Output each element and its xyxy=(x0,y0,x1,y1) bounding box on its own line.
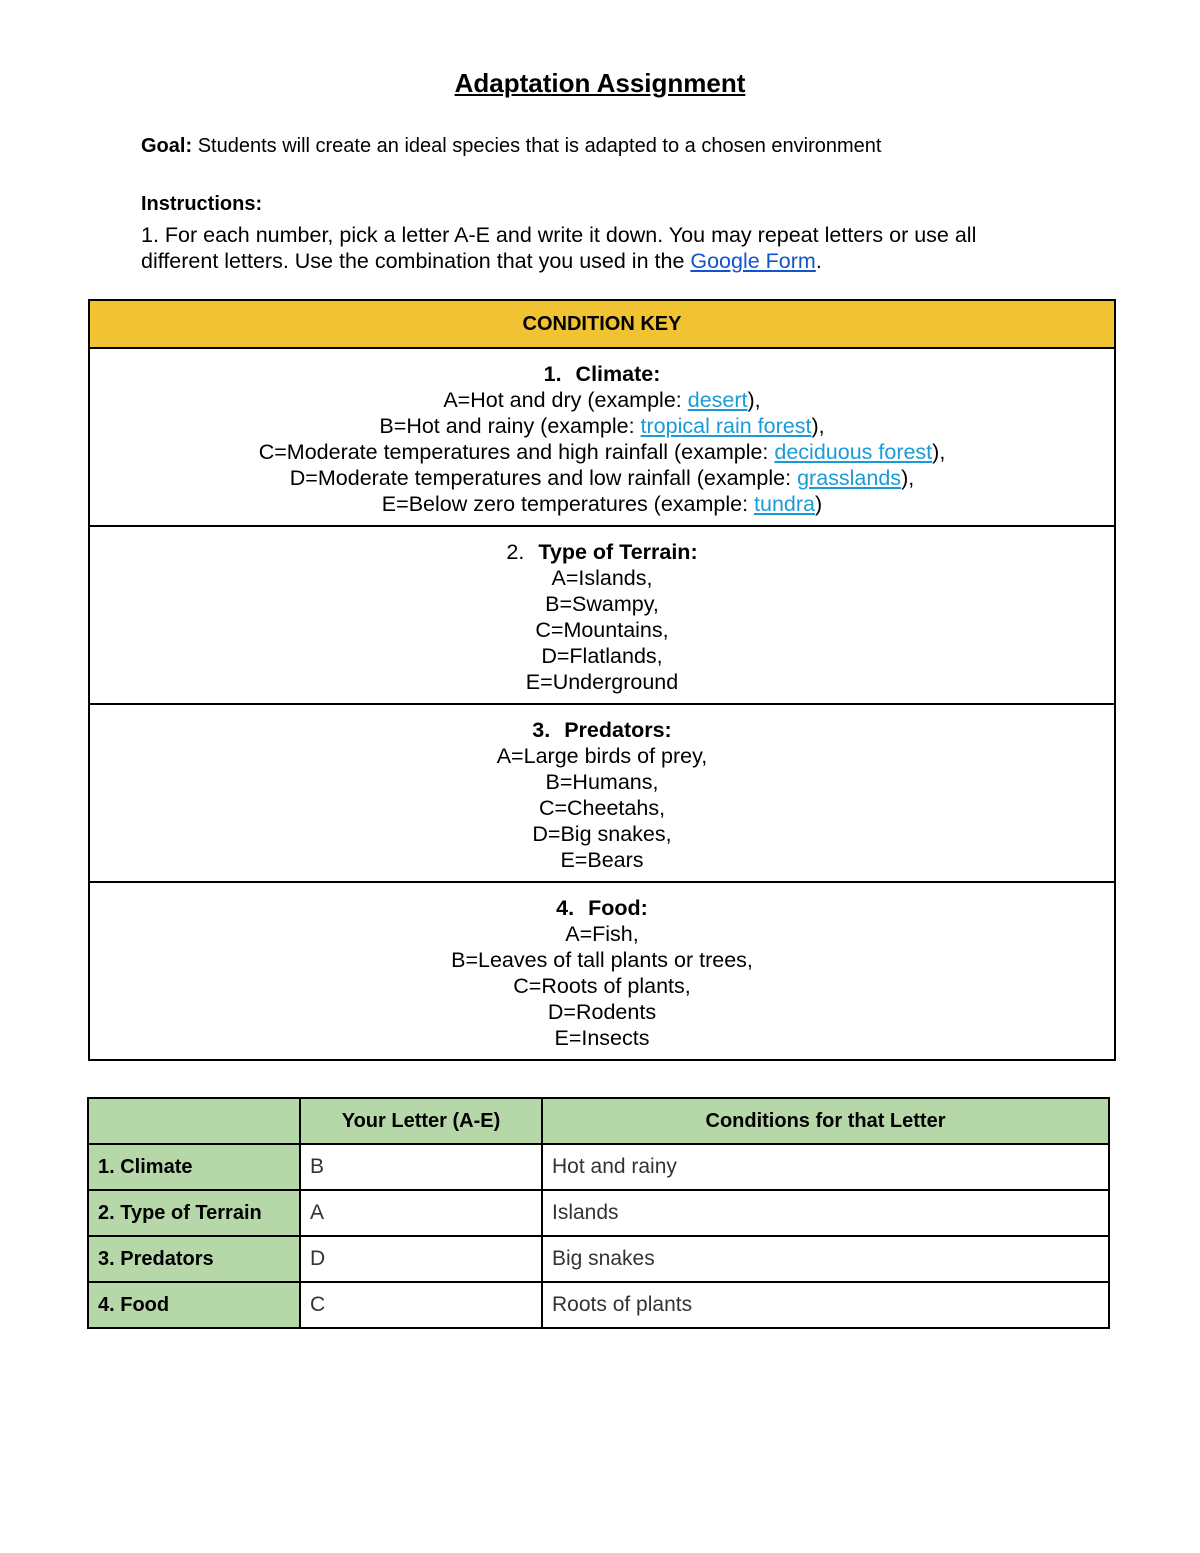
instructions-heading: Instructions: xyxy=(141,193,263,215)
terrain-option: A=Islands, xyxy=(551,566,653,590)
answer-table xyxy=(87,1097,1110,1329)
predator-option: D=Big snakes, xyxy=(532,822,672,846)
terrain-option: B=Swampy, xyxy=(545,592,659,616)
header-cell-letter: Your Letter (A-E) xyxy=(300,1098,542,1144)
option-text: ), xyxy=(932,440,946,464)
food-option: D=Rodents xyxy=(547,1000,657,1024)
option-text: ), xyxy=(747,388,761,412)
option-text: B=Hot and rainy (example: xyxy=(379,414,641,438)
instructions-text-after: . xyxy=(815,249,822,273)
condition-cell[interactable]: Big snakes xyxy=(542,1236,1109,1282)
option-text: ), xyxy=(811,414,825,438)
climate-option xyxy=(90,439,1114,465)
food-option: C=Roots of plants, xyxy=(513,974,691,998)
condition-cell[interactable]: Hot and rainy xyxy=(542,1144,1109,1190)
climate-option xyxy=(90,491,1114,517)
climate-option xyxy=(90,465,1114,491)
predator-option: E=Bears xyxy=(560,848,644,872)
terrain-option: E=Underground xyxy=(525,670,679,694)
food-section xyxy=(89,882,1115,1060)
tropical-rain-forest-link[interactable]: tropical rain forest xyxy=(640,414,812,438)
predators-section xyxy=(89,704,1115,882)
predator-option: A=Large birds of prey, xyxy=(496,744,708,768)
answer-table-header-row xyxy=(88,1098,1109,1144)
goal-line xyxy=(141,135,881,158)
desert-link[interactable]: desert xyxy=(687,388,748,412)
option-text: ) xyxy=(815,492,823,516)
condition-key-header: CONDITION KEY xyxy=(89,300,1115,348)
climate-option xyxy=(90,387,1114,413)
section-number: 3. xyxy=(532,718,551,742)
table-row xyxy=(88,1236,1109,1282)
page-title: Adaptation Assignment xyxy=(454,68,746,98)
climate-section xyxy=(89,348,1115,526)
terrain-option: D=Flatlands, xyxy=(541,644,663,668)
google-form-link[interactable]: Google Form xyxy=(690,249,816,273)
instructions-text xyxy=(141,222,1041,274)
grasslands-link[interactable]: grasslands xyxy=(797,466,902,490)
food-option: B=Leaves of tall plants or trees, xyxy=(451,948,753,972)
section-title: Food: xyxy=(588,896,648,920)
option-text: A=Hot and dry (example: xyxy=(443,388,688,412)
terrain-section xyxy=(89,526,1115,704)
letter-cell[interactable]: B xyxy=(300,1144,542,1190)
goal-text: Students will create an ideal species that is adapted to a chosen environment xyxy=(197,135,882,157)
letter-cell[interactable]: A xyxy=(300,1190,542,1236)
row-label: 1. Climate xyxy=(88,1144,300,1190)
instructions-text-before: 1. For each number, pick a letter A-E and write it down. You may repeat letters or use all different letters. Use the combination that you used in the xyxy=(141,223,977,273)
food-option: A=Fish, xyxy=(565,922,639,946)
table-row xyxy=(88,1282,1109,1328)
table-row xyxy=(88,1144,1109,1190)
row-label: 3. Predators xyxy=(88,1236,300,1282)
condition-cell[interactable]: Roots of plants xyxy=(542,1282,1109,1328)
condition-cell[interactable]: Islands xyxy=(542,1190,1109,1236)
row-label: 2. Type of Terrain xyxy=(88,1190,300,1236)
letter-cell[interactable]: C xyxy=(300,1282,542,1328)
section-title: Type of Terrain: xyxy=(538,540,698,564)
letter-cell[interactable]: D xyxy=(300,1236,542,1282)
section-number: 4. xyxy=(556,896,575,920)
option-text: E=Below zero temperatures (example: xyxy=(381,492,755,516)
option-text: C=Moderate temperatures and high rainfall (example: xyxy=(258,440,775,464)
table-row xyxy=(88,1190,1109,1236)
deciduous-forest-link[interactable]: deciduous forest xyxy=(774,440,933,464)
goal-label: Goal: xyxy=(141,135,193,157)
option-text: D=Moderate temperatures and low rainfall (example: xyxy=(289,466,798,490)
section-number: 1. xyxy=(543,362,562,386)
food-option: E=Insects xyxy=(554,1026,650,1050)
section-number: 2. xyxy=(506,540,525,564)
section-title: Climate: xyxy=(575,362,661,386)
predator-option: C=Cheetahs, xyxy=(538,796,666,820)
header-cell-blank xyxy=(88,1098,300,1144)
climate-option xyxy=(90,413,1114,439)
terrain-option: C=Mountains, xyxy=(535,618,669,642)
condition-key-table xyxy=(88,299,1116,1061)
option-text: ), xyxy=(901,466,915,490)
row-label: 4. Food xyxy=(88,1282,300,1328)
section-title: Predators: xyxy=(564,718,672,742)
predator-option: B=Humans, xyxy=(545,770,659,794)
tundra-link[interactable]: tundra xyxy=(754,492,816,516)
header-cell-conditions: Conditions for that Letter xyxy=(542,1098,1109,1144)
